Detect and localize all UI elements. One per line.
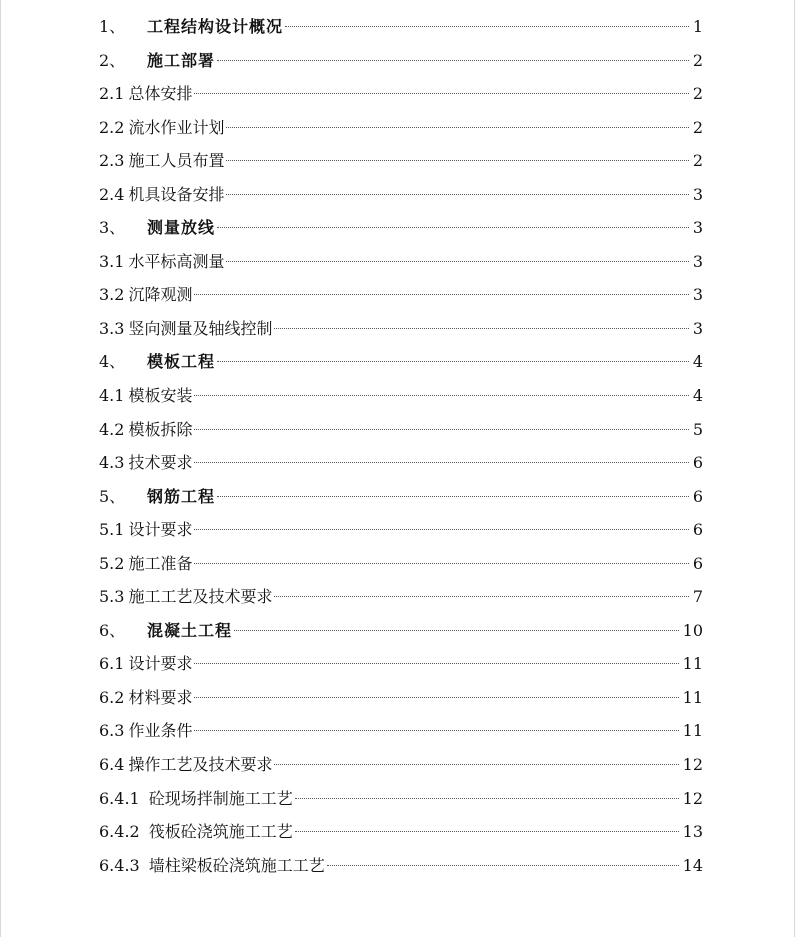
dot-leader — [194, 93, 688, 94]
toc-page-number: 3 — [692, 251, 703, 271]
toc-number: 3、 — [99, 218, 126, 238]
toc-number: 2.1 — [99, 84, 125, 104]
toc-title: 模板安装 — [128, 386, 193, 406]
toc-entry[interactable] — [99, 77, 703, 111]
toc-entry[interactable] — [99, 345, 703, 379]
toc-title: 模板工程 — [147, 352, 216, 372]
toc-page-number: 2 — [692, 50, 703, 70]
dot-leader — [285, 26, 689, 27]
toc-number: 6.4.2 — [99, 822, 140, 842]
toc-entry[interactable] — [99, 748, 703, 782]
dot-leader — [295, 831, 679, 832]
toc-number: 5.3 — [99, 587, 125, 607]
toc-entry[interactable] — [99, 211, 703, 245]
toc-title: 测量放线 — [147, 218, 216, 238]
toc-number: 4、 — [99, 352, 126, 372]
toc-entry[interactable] — [99, 681, 703, 715]
dot-leader — [194, 294, 688, 295]
toc-title: 竖向测量及轴线控制 — [128, 318, 273, 338]
toc-title: 沉降观测 — [128, 285, 193, 305]
toc-number: 5、 — [99, 486, 126, 506]
toc-entry[interactable] — [99, 480, 703, 514]
toc-title: 施工准备 — [128, 553, 193, 573]
dot-leader — [226, 194, 688, 195]
toc-number: 3.2 — [99, 285, 125, 305]
dot-leader — [217, 227, 689, 228]
toc-title: 技术要求 — [128, 453, 193, 473]
toc-page-number: 4 — [692, 386, 703, 406]
toc-number: 1、 — [99, 17, 126, 36]
toc-entry[interactable] — [99, 413, 703, 447]
dot-leader — [217, 60, 689, 61]
toc-entry[interactable] — [99, 379, 703, 413]
dot-leader — [194, 395, 688, 396]
toc-number: 4.2 — [99, 419, 125, 439]
dot-leader — [194, 462, 688, 463]
toc-title: 工程结构设计概况 — [147, 17, 284, 36]
toc-page-number: 12 — [682, 788, 703, 808]
toc-title: 水平标高测量 — [128, 251, 225, 271]
toc-number: 4.3 — [99, 453, 125, 473]
dot-leader — [194, 529, 688, 530]
toc-number: 3.1 — [99, 251, 125, 271]
toc-title: 施工工艺及技术要求 — [128, 587, 273, 607]
dot-leader — [274, 596, 688, 597]
toc-page-number: 2 — [692, 151, 703, 171]
toc-page-number: 3 — [692, 318, 703, 338]
toc-title: 作业条件 — [128, 721, 193, 741]
toc-page-number: 7 — [692, 587, 703, 607]
toc-page-number: 13 — [682, 822, 703, 842]
dot-leader — [327, 865, 679, 866]
toc-entry[interactable] — [99, 178, 703, 212]
table-of-contents — [99, 10, 703, 882]
toc-title: 机具设备安排 — [128, 184, 225, 204]
dot-leader — [194, 697, 678, 698]
toc-number: 3.3 — [99, 318, 125, 338]
toc-title: 钢筋工程 — [147, 486, 216, 506]
toc-page-number: 6 — [692, 486, 703, 506]
toc-number: 6.4 — [99, 755, 125, 775]
toc-entry[interactable] — [99, 44, 703, 78]
dot-leader — [194, 429, 688, 430]
toc-title: 施工部署 — [147, 50, 216, 70]
toc-entry[interactable] — [99, 111, 703, 145]
toc-title: 墙柱梁板砼浇筑施工工艺 — [148, 855, 325, 875]
toc-page-number: 3 — [692, 218, 703, 238]
toc-title: 施工人员布置 — [128, 151, 225, 171]
toc-page-number: 5 — [692, 419, 703, 439]
toc-number: 6.2 — [99, 687, 125, 707]
toc-number: 6.1 — [99, 654, 125, 674]
dot-leader — [295, 798, 679, 799]
toc-entry[interactable] — [99, 849, 703, 883]
toc-number: 2.4 — [99, 184, 125, 204]
toc-entry[interactable] — [99, 278, 703, 312]
toc-page-number: 6 — [692, 520, 703, 540]
toc-entry[interactable] — [99, 144, 703, 178]
dot-leader — [217, 361, 689, 362]
dot-leader — [226, 261, 688, 262]
toc-page-number: 10 — [682, 620, 703, 640]
toc-page-number: 3 — [692, 184, 703, 204]
toc-entry[interactable] — [99, 580, 703, 614]
toc-entry[interactable] — [99, 714, 703, 748]
toc-title: 总体安排 — [128, 84, 193, 104]
toc-title: 筏板砼浇筑施工工艺 — [148, 822, 293, 842]
toc-number: 6.3 — [99, 721, 125, 741]
toc-entry[interactable] — [99, 782, 703, 816]
toc-title: 混凝土工程 — [147, 620, 233, 640]
toc-entry[interactable] — [99, 647, 703, 681]
toc-number: 2.3 — [99, 151, 125, 171]
toc-number: 2.2 — [99, 117, 125, 137]
toc-entry[interactable] — [99, 614, 703, 648]
toc-entry[interactable] — [99, 513, 703, 547]
toc-page-number: 14 — [682, 855, 703, 875]
toc-page-number: 1 — [692, 17, 703, 36]
dot-leader — [217, 496, 689, 497]
toc-number: 4.1 — [99, 386, 125, 406]
toc-title: 设计要求 — [128, 654, 193, 674]
toc-entry[interactable] — [99, 312, 703, 346]
dot-leader — [234, 630, 679, 631]
toc-entry[interactable] — [99, 245, 703, 279]
toc-page-number: 2 — [692, 117, 703, 137]
dot-leader — [274, 328, 688, 329]
toc-entry[interactable] — [99, 10, 703, 44]
toc-page-number: 6 — [692, 453, 703, 473]
toc-title: 流水作业计划 — [128, 117, 225, 137]
toc-number: 6.4.3 — [99, 855, 140, 875]
toc-entry[interactable] — [99, 547, 703, 581]
dot-leader — [194, 730, 678, 731]
toc-entry[interactable] — [99, 446, 703, 480]
toc-page-number: 11 — [682, 687, 703, 707]
toc-number: 6、 — [99, 620, 126, 640]
toc-title: 材料要求 — [128, 687, 193, 707]
toc-page-number: 11 — [682, 654, 703, 674]
toc-title: 模板拆除 — [128, 419, 193, 439]
toc-page-number: 11 — [682, 721, 703, 741]
toc-title: 砼现场拌制施工工艺 — [148, 788, 293, 808]
toc-number: 2、 — [99, 50, 126, 70]
dot-leader — [226, 160, 688, 161]
toc-page-number: 6 — [692, 553, 703, 573]
dot-leader — [194, 563, 688, 564]
dot-leader — [274, 764, 678, 765]
dot-leader — [226, 127, 688, 128]
toc-page-number: 3 — [692, 285, 703, 305]
toc-entry[interactable] — [99, 815, 703, 849]
toc-page-number: 2 — [692, 84, 703, 104]
toc-number: 5.2 — [99, 553, 125, 573]
toc-number: 6.4.1 — [99, 788, 140, 808]
toc-number: 5.1 — [99, 520, 125, 540]
dot-leader — [194, 663, 678, 664]
toc-page-number: 4 — [692, 352, 703, 372]
toc-title: 操作工艺及技术要求 — [128, 755, 273, 775]
toc-title: 设计要求 — [128, 520, 193, 540]
toc-page-number: 12 — [682, 755, 703, 775]
